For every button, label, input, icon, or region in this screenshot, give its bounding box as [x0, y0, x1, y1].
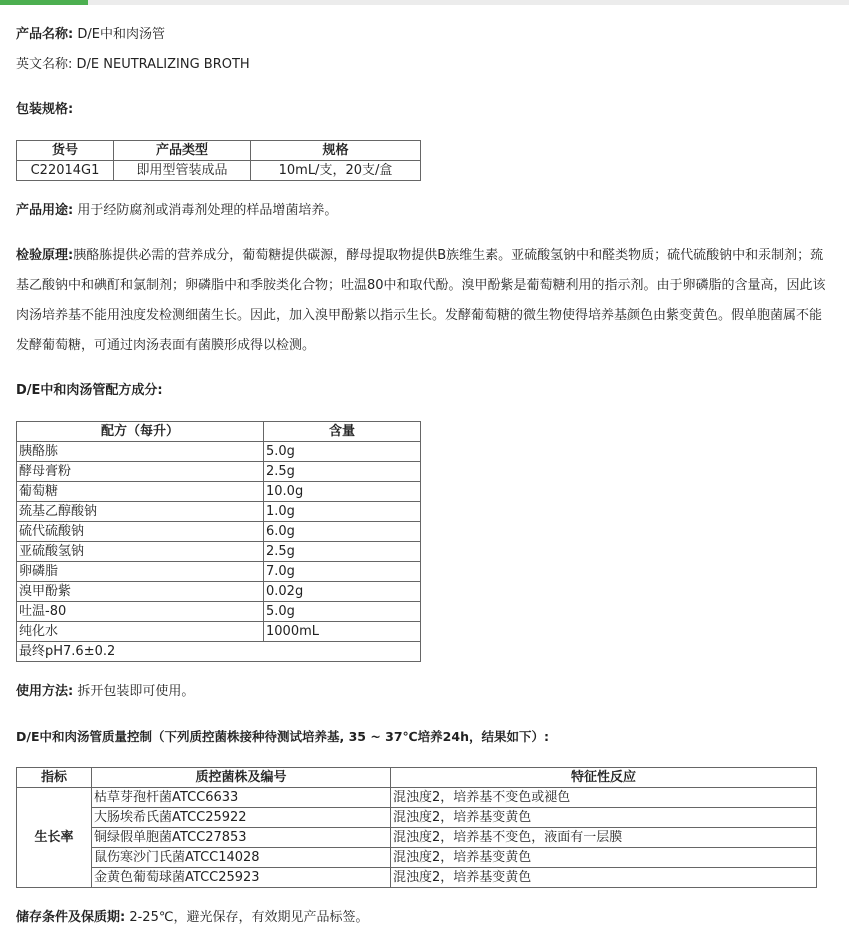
qc-row — [17, 828, 817, 848]
principle-label: 检验原理: — [16, 248, 74, 263]
formula-row — [17, 582, 421, 602]
packaging-row — [17, 161, 421, 181]
formula-amount: 10.0g — [264, 482, 421, 502]
qc-row — [17, 788, 817, 808]
packaging-header-row — [17, 141, 421, 161]
formula-row — [17, 482, 421, 502]
formula-ingredient: 硫代硫酸钠 — [17, 522, 264, 542]
qc-row — [17, 808, 817, 828]
formula-amount: 1.0g — [264, 502, 421, 522]
formula-header-ingredient: 配方（每升） — [17, 422, 264, 442]
qc-strain: 枯草芽孢杆菌ATCC6633 — [92, 788, 391, 808]
method-line — [16, 683, 194, 701]
formula-ingredient: 亚硫酸氢钠 — [17, 542, 264, 562]
usage-value: 用于经防腐剂或消毒剂处理的样品增菌培养。 — [77, 203, 338, 218]
formula-ph: 最终pH7.6±0.2 — [17, 642, 421, 662]
qc-reaction: 混浊度2，培养基不变色，液面有一层膜 — [391, 828, 817, 848]
formula-ingredient: 胰酪胨 — [17, 442, 264, 462]
formula-row — [17, 602, 421, 622]
qc-header-row — [17, 768, 817, 788]
formula-amount: 0.02g — [264, 582, 421, 602]
qc-header-indicator: 指标 — [17, 768, 92, 788]
principle-text: 胰酪胨提供必需的营养成分，葡萄糖提供碳源，酵母提取物提供B族维生素。亚硫酸氢钠中和醛类物质；硫代硫酸钠中和汞制剂；巯基乙酸钠中和碘酊和氯制剂；卵磷脂中和季胺类化合物；吐温80中和取代酚。溴甲酚紫是葡萄糖利用的指示剂。由于卵磷脂的含量高，因此该肉汤培养基不能用浊度发检测细菌生长。因此，加入溴甲酚紫以指示生长。发酵葡萄糖的微生物使得培养基颜色由紫变黄色。假单胞菌属不能发酵葡萄糖，可通过肉汤表面有菌膜形成得以检测。 — [16, 248, 826, 353]
formula-ingredient: 酵母膏粉 — [17, 462, 264, 482]
formula-row — [17, 522, 421, 542]
formula-row — [17, 462, 421, 482]
english-name-line — [16, 56, 250, 74]
top-bar-accent — [0, 0, 88, 5]
qc-reaction: 混浊度2，培养基不变色或褪色 — [391, 788, 817, 808]
formula-amount: 5.0g — [264, 442, 421, 462]
formula-row — [17, 622, 421, 642]
storage-label: 储存条件及保质期: — [16, 910, 126, 925]
top-bar — [0, 0, 849, 5]
formula-amount: 2.5g — [264, 542, 421, 562]
formula-header-amount: 含量 — [264, 422, 421, 442]
qc-reaction: 混浊度2，培养基变黄色 — [391, 848, 817, 868]
formula-ingredient: 吐温-80 — [17, 602, 264, 622]
storage-value: 2-25℃，避光保存，有效期见产品标签。 — [129, 910, 369, 925]
usage-line — [16, 202, 337, 220]
qc-reaction: 混浊度2，培养基变黄色 — [391, 808, 817, 828]
packaging-header-type: 产品类型 — [114, 141, 251, 161]
formula-amount: 2.5g — [264, 462, 421, 482]
formula-row — [17, 442, 421, 462]
qc-header-reaction: 特征性反应 — [391, 768, 817, 788]
packaging-spec: 10mL/支，20支/盒 — [251, 161, 421, 181]
formula-amount: 1000mL — [264, 622, 421, 642]
packaging-header-sku: 货号 — [17, 141, 114, 161]
formula-table — [16, 421, 421, 662]
formula-ingredient: 巯基乙醇酸钠 — [17, 502, 264, 522]
formula-ingredient: 纯化水 — [17, 622, 264, 642]
english-name-label: 英文名称: — [16, 57, 73, 72]
qc-strain: 鼠伤寒沙门氏菌ATCC14028 — [92, 848, 391, 868]
method-value: 拆开包装即可使用。 — [77, 684, 195, 699]
method-label: 使用方法: — [16, 684, 74, 699]
qc-reaction: 混浊度2，培养基变黄色 — [391, 868, 817, 888]
qc-strain: 大肠埃希氏菌ATCC25922 — [92, 808, 391, 828]
packaging-type: 即用型管装成品 — [114, 161, 251, 181]
product-name-value: D/E中和肉汤管 — [77, 27, 165, 42]
usage-label: 产品用途: — [16, 203, 74, 218]
product-name-label: 产品名称: — [16, 27, 74, 42]
packaging-sku: C22014G1 — [17, 161, 114, 181]
formula-amount: 6.0g — [264, 522, 421, 542]
formula-title: D/E中和肉汤管配方成分: — [16, 383, 163, 398]
principle-paragraph — [16, 241, 828, 361]
qc-title: D/E中和肉汤管质量控制（下列质控菌株接种待测试培养基, 35 ~ 37℃培养24h，结果如下）: — [16, 729, 549, 744]
formula-amount: 5.0g — [264, 602, 421, 622]
qc-header-strain: 质控菌株及编号 — [92, 768, 391, 788]
qc-table — [16, 767, 817, 888]
qc-row — [17, 848, 817, 868]
english-name-value: D/E NEUTRALIZING BROTH — [76, 57, 250, 72]
packaging-header-spec: 规格 — [251, 141, 421, 161]
formula-ingredient: 溴甲酚紫 — [17, 582, 264, 602]
product-name-line — [16, 26, 165, 44]
formula-row — [17, 502, 421, 522]
packaging-table — [16, 140, 421, 181]
packaging-label: 包装规格: — [16, 102, 74, 117]
qc-row — [17, 868, 817, 888]
storage-line — [16, 909, 368, 927]
formula-amount: 7.0g — [264, 562, 421, 582]
formula-row — [17, 562, 421, 582]
qc-strain: 铜绿假单胞菌ATCC27853 — [92, 828, 391, 848]
formula-row — [17, 542, 421, 562]
formula-header-row — [17, 422, 421, 442]
formula-ingredient: 葡萄糖 — [17, 482, 264, 502]
formula-ingredient: 卵磷脂 — [17, 562, 264, 582]
formula-footer-row — [17, 642, 421, 662]
qc-strain: 金黄色葡萄球菌ATCC25923 — [92, 868, 391, 888]
qc-indicator: 生长率 — [17, 788, 92, 888]
